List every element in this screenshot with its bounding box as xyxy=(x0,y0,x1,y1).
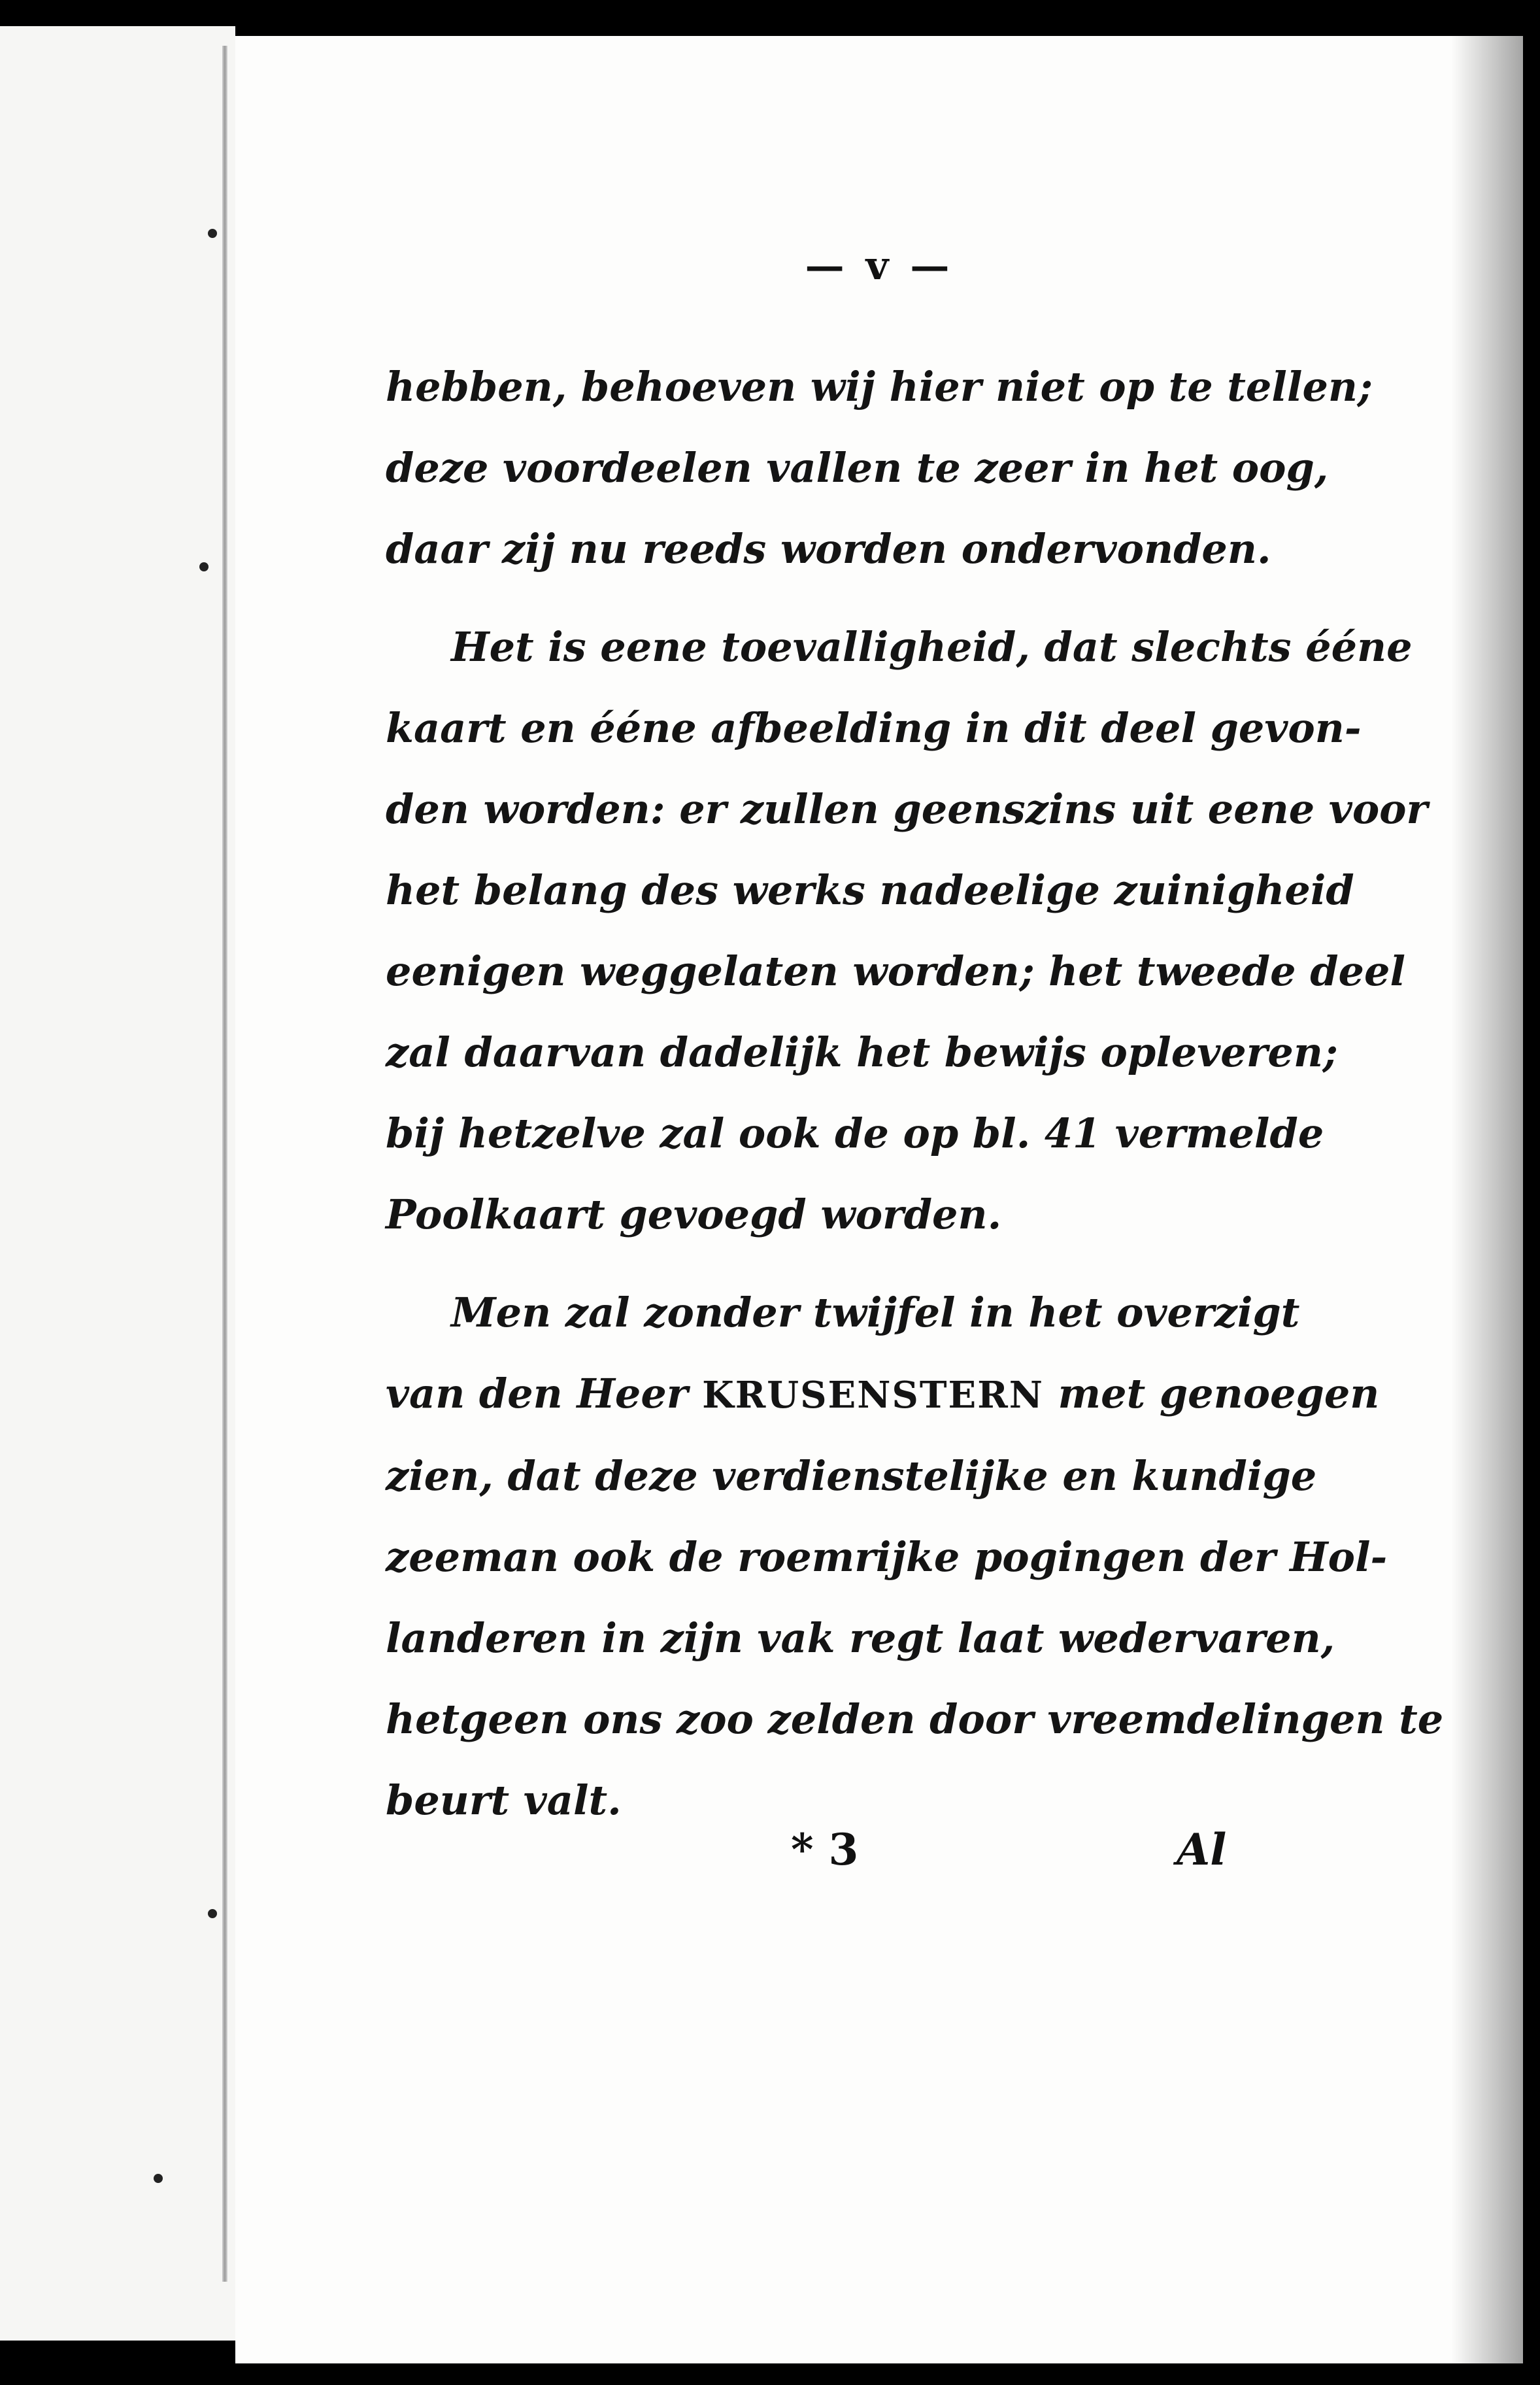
text-line: Men zal zonder twijfel in het overzigt xyxy=(451,1289,1300,1336)
text-line: hetgeen ons zoo zelden door vreemdelingen te xyxy=(386,1695,1444,1743)
text-line: het belang des werks nadeelige zuinigheid xyxy=(386,866,1354,914)
text-line: zien, dat deze verdienstelijke en kundige xyxy=(386,1452,1317,1500)
text-line: den worden: er zullen geenszins uit eene voor xyxy=(386,785,1428,833)
binding-mark xyxy=(154,2174,163,2183)
page-shadow xyxy=(1451,36,1523,2363)
previous-page-edge xyxy=(0,26,235,2341)
text-line: bij hetzelve zal ook de op bl. 41 vermelde xyxy=(386,1109,1324,1157)
text-line: eenigen weggelaten worden; het tweede deel xyxy=(386,947,1405,995)
body-text xyxy=(386,347,1444,1841)
binding-mark xyxy=(199,562,209,571)
catchword: Al xyxy=(1177,1824,1227,1875)
binding-mark xyxy=(208,229,217,238)
page-number: — v — xyxy=(805,243,954,289)
text-line: Poolkaart gevoegd worden. xyxy=(386,1191,1002,1238)
signature-mark: * 3 xyxy=(791,1824,859,1875)
text-fragment: van den Heer xyxy=(386,1370,688,1417)
text-fragment: met genoegen xyxy=(1058,1370,1380,1417)
binding-mark xyxy=(208,1909,217,1918)
text-line: kaart en ééne afbeelding in dit deel gevon- xyxy=(386,704,1362,752)
page-fold-line xyxy=(222,46,227,2282)
text-line: landeren in zijn vak regt laat wedervaren, xyxy=(386,1614,1335,1662)
text-line: zal daarvan dadelijk het bewijs opleveren; xyxy=(386,1028,1338,1076)
text-line: beurt valt. xyxy=(386,1776,622,1824)
text-line xyxy=(386,1353,1380,1436)
proper-name: KRUSENSTERN xyxy=(702,1374,1044,1417)
text-line: daar zij nu reeds worden ondervonden. xyxy=(386,525,1271,573)
text-line: Het is eene toevalligheid, dat slechts ééne xyxy=(451,623,1413,671)
text-line: deze voordeelen vallen te zeer in het oog, xyxy=(386,444,1329,492)
text-line: zeeman ook de roemrijke pogingen der Hol- xyxy=(386,1533,1388,1581)
text-line: hebben, behoeven wij hier niet op te tellen; xyxy=(386,363,1373,411)
